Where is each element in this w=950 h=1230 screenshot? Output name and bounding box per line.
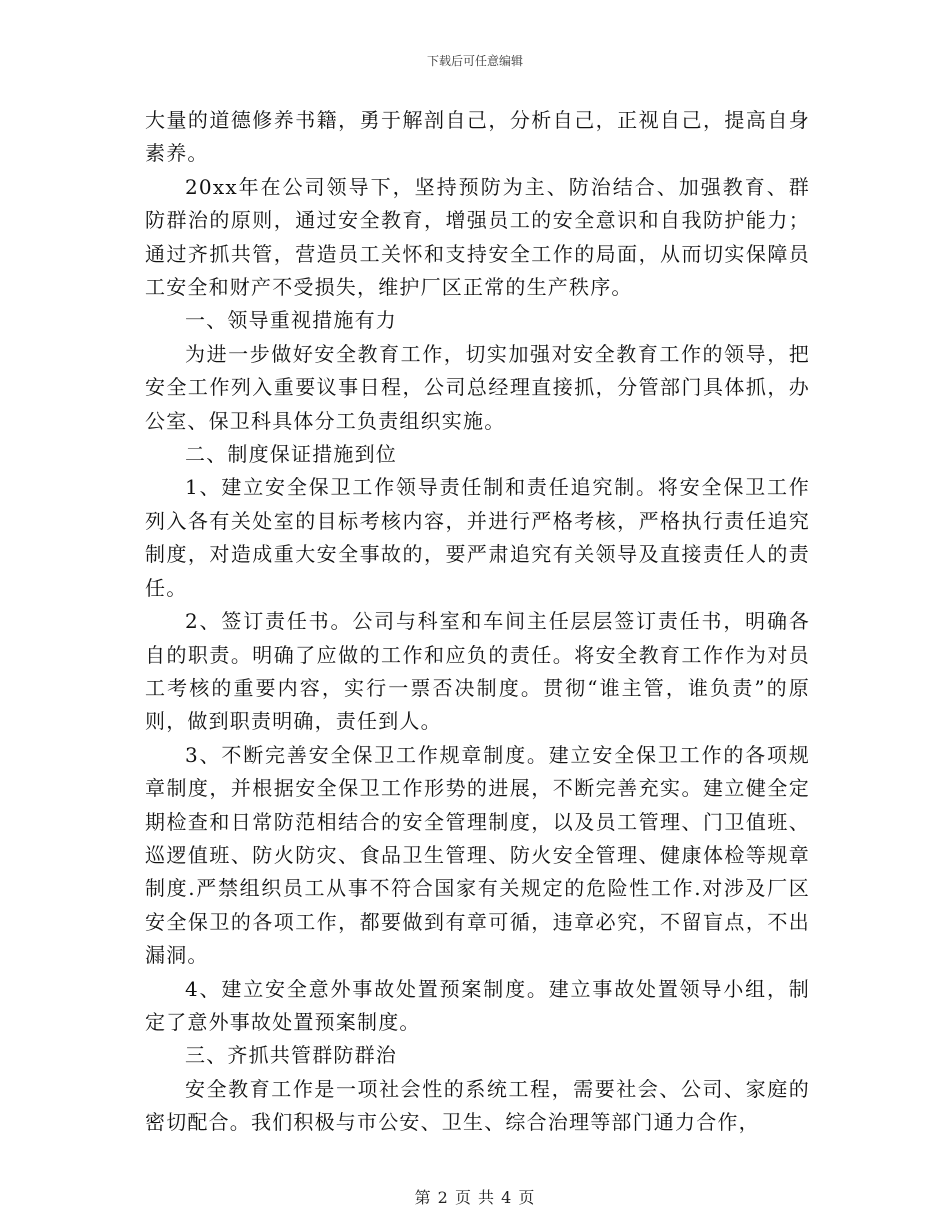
page-header: 下载后可任意编辑	[426, 54, 523, 68]
document-body	[145, 104, 810, 1140]
paragraph-leadership: 为进一步做好安全教育工作，切实加强对安全教育工作的领导，把安全工作列入重要议事日程，公司总经理直接抓，分管部门具体抓，办公室、保卫科具体分工负责组织实施。	[145, 341, 810, 433]
paragraph-item-1: 1、建立安全保卫工作领导责任制和责任追究制。将安全保卫工作列入各有关处室的目标考核内容，并进行严格考核，严格执行责任追究制度，对造成重大安全事故的，要严肃追究有关领导及直接责任人的责任。	[145, 475, 810, 600]
section-heading-2: 二、制度保证措施到位	[185, 442, 397, 467]
paragraph-item-3: 3、不断完善安全保卫工作规章制度。建立安全保卫工作的各项规章制度，并根据安全保卫工作形势的进展，不断完善充实。建立健全定期检查和日常防范相结合的安全管理制度，以及员工管理、门卫值班、巡逻值班、防火防灾、食品卫生管理、防火安全管理、健康体检等规章制度.严禁组织员工从事不符合国家有关规定的危险性工作.对涉及厂区安全保卫的各项工作，都要做到有章可循，违章必究，不留盲点，不出漏洞。	[145, 742, 810, 968]
paragraph-item-2: 2、签订责任书。公司与科室和车间主任层层签订责任书，明确各自的职责。明确了应做的工作和应负的责任。将安全教育工作作为对员工考核的重要内容，实行一票否决制度。贯彻“谁主管，谁负责”的原则，做到职责明确，责任到人。	[145, 609, 810, 734]
section-heading-1: 一、领导重视措施有力	[185, 308, 397, 333]
paragraph-intro: 20xx年在公司领导下，坚持预防为主、防治结合、加强教育、群防群治的原则，通过安全教育，增强员工的安全意识和自我防护能力；通过齐抓共管，营造员工关怀和支持安全工作的局面，从而切实保障员工安全和财产不受损失，维护厂区正常的生产秩序。	[145, 174, 810, 300]
section-heading-3: 三、齐抓共管群防群治	[185, 1043, 397, 1068]
paragraph-continuation: 大量的道德修养书籍，勇于解剖自己，分析自己，正视自己，提高自身素养。	[145, 108, 810, 166]
paragraph-cooperation: 安全教育工作是一项社会性的系统工程，需要社会、公司、家庭的密切配合。我们积极与市公安、卫生、综合治理等部门通力合作，	[145, 1076, 810, 1135]
page-number-footer: 第 2 页 共 4 页	[414, 1188, 536, 1207]
paragraph-item-4: 4、建立安全意外事故处置预案制度。建立事故处置领导小组，制定了意外事故处置预案制度。	[145, 976, 810, 1034]
